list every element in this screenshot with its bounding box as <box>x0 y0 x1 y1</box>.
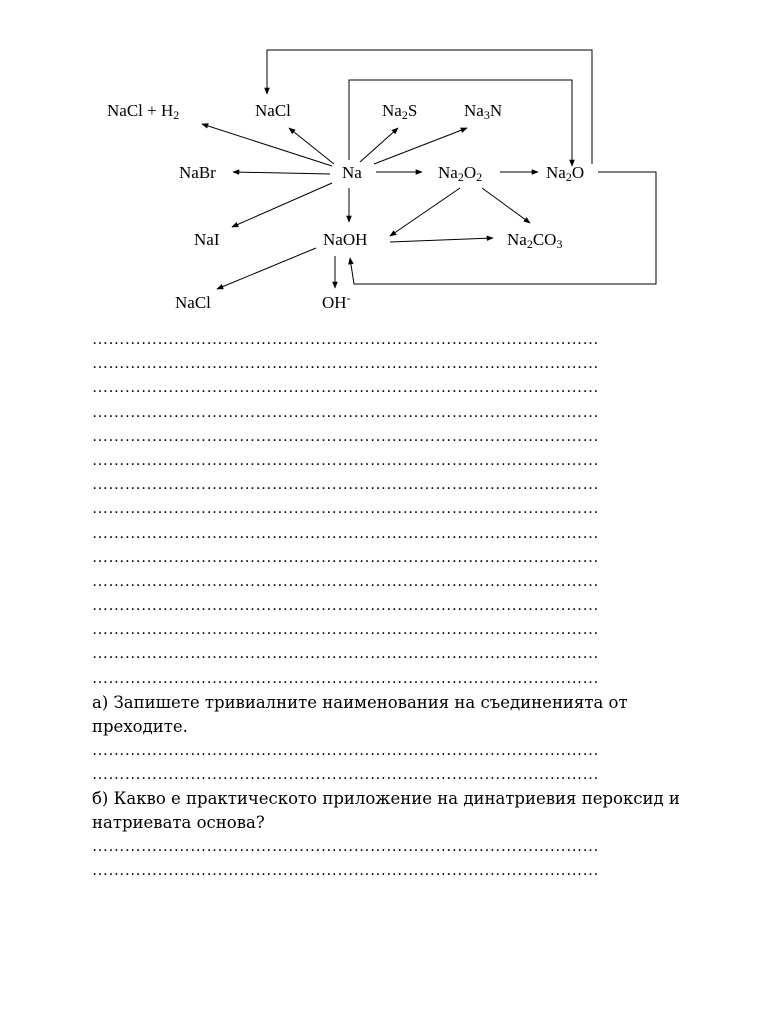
arrow-na-to-nabr <box>233 172 330 174</box>
arrow-na-to-nai <box>232 183 332 227</box>
answer-line[interactable]: ………………………………………………………………………………… <box>92 331 599 348</box>
formula-nabr: NaBr <box>179 163 216 182</box>
formula-nacl-top: NaCl <box>255 101 291 120</box>
answer-line[interactable]: ………………………………………………………………………………… <box>92 669 599 687</box>
answer-line[interactable]: ………………………………………………………………………………… <box>92 862 599 880</box>
formula-na2co3: Na2CO3 <box>507 230 563 251</box>
formula-na3n: Na3N <box>464 101 503 122</box>
formula-nacl-h2: NaCl + H2 <box>107 101 180 122</box>
formula-na2o: Na2O <box>546 163 585 184</box>
answer-line[interactable]: ………………………………………………………………………………… <box>92 741 599 759</box>
answer-line[interactable]: ………………………………………………………………………………… <box>92 500 599 518</box>
sodium-reaction-scheme <box>0 0 768 320</box>
arrow-na2o-to-naoh-loop <box>350 172 656 284</box>
arrow-na-to-na2o-loop <box>349 80 572 166</box>
question-a-answer-area <box>92 739 672 787</box>
answer-area <box>92 328 672 691</box>
formula-na2s: Na2S <box>382 101 418 122</box>
answer-line[interactable]: ………………………………………………………………………………… <box>92 838 599 856</box>
formula-nacl-bottom: NaCl <box>175 293 211 312</box>
formula-oh-minus: OH- <box>322 291 351 312</box>
arrow-naoh-to-nacl-bottom <box>217 248 316 289</box>
answer-line[interactable]: ………………………………………………………………………………… <box>92 379 599 397</box>
question-a: а) Запишете тривиалните наименования на съединенията от преходите. <box>92 692 628 736</box>
answer-line[interactable]: ………………………………………………………………………………… <box>92 548 599 566</box>
arrow-na2o2-to-naoh <box>390 188 460 236</box>
arrow-na-to-na3n <box>374 128 467 164</box>
arrow-na2o2-to-na2co3 <box>482 188 530 223</box>
answer-line[interactable]: ………………………………………………………………………………… <box>92 476 599 494</box>
worksheet-body <box>92 328 680 884</box>
answer-line[interactable]: ………………………………………………………………………………… <box>92 621 599 639</box>
answer-line[interactable]: ………………………………………………………………………………… <box>92 572 599 590</box>
formula-nai: NaI <box>194 230 220 249</box>
formula-naoh: NaOH <box>323 230 368 249</box>
answer-line[interactable]: ………………………………………………………………………………… <box>92 766 599 783</box>
answer-line[interactable]: ………………………………………………………………………………… <box>92 645 599 663</box>
question-b-answer-area <box>92 835 672 883</box>
question-b: б) Какво е практическото приложение на динатриевия пероксид и натриевата основа? <box>92 789 680 833</box>
formula-na2o2: Na2O2 <box>438 163 483 184</box>
answer-line[interactable]: ………………………………………………………………………………… <box>92 451 599 469</box>
answer-line[interactable]: ………………………………………………………………………………… <box>92 524 599 542</box>
arrow-na2o-to-nacl-top-loop <box>267 50 592 164</box>
answer-line[interactable]: ………………………………………………………………………………… <box>92 355 599 373</box>
answer-line[interactable]: ………………………………………………………………………………… <box>92 403 599 421</box>
answer-line[interactable]: ………………………………………………………………………………… <box>92 427 599 445</box>
answer-line[interactable]: ………………………………………………………………………………… <box>92 597 599 615</box>
arrow-na-to-nacl-h2 <box>202 124 332 166</box>
formula-na: Na <box>342 163 362 182</box>
arrow-naoh-to-na2co3 <box>390 238 493 242</box>
arrow-na-to-nacl-top <box>289 128 334 164</box>
